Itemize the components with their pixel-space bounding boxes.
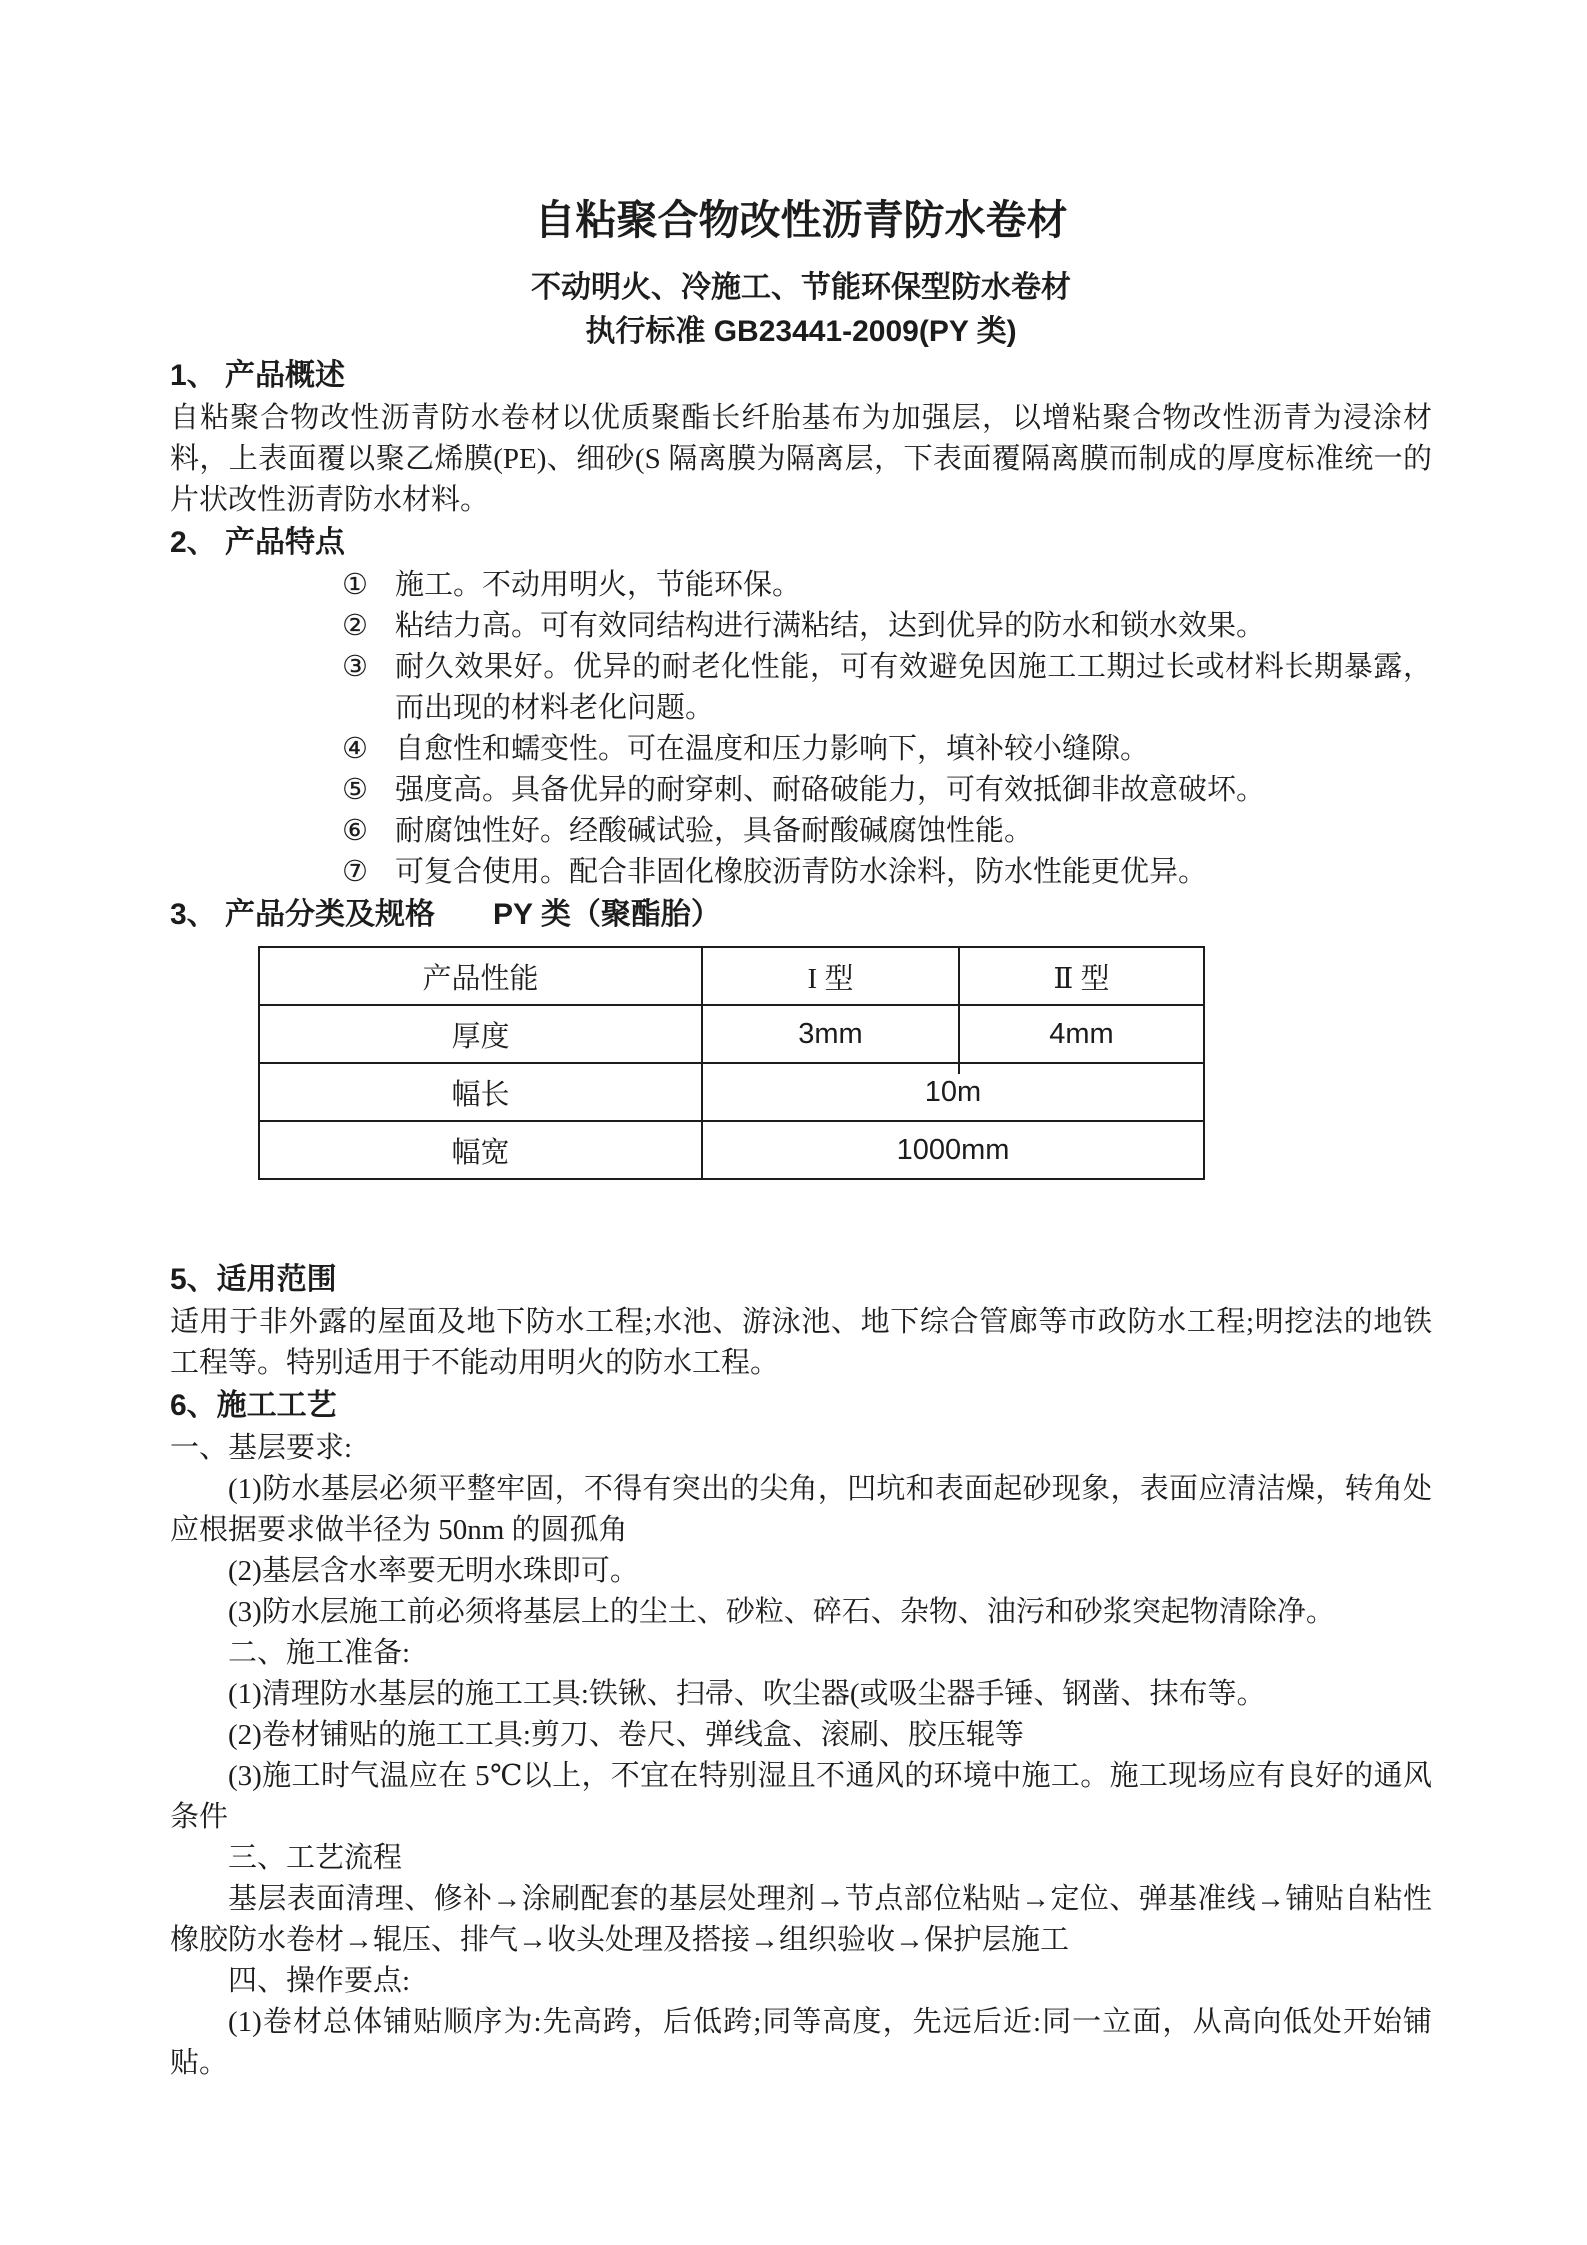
row-label-length: 幅长 — [259, 1063, 702, 1121]
section-6-heading: 6、施工工艺 — [170, 1389, 337, 1422]
row-label-thickness: 厚度 — [259, 1005, 702, 1063]
feature-marker: ① — [342, 569, 368, 601]
row-label-width: 幅宽 — [259, 1121, 702, 1179]
spec-table — [258, 946, 1205, 1180]
process-line: 四、操作要点: — [228, 1965, 411, 1997]
table-header-type2: Ⅱ 型 — [959, 947, 1204, 1005]
doc-title: 自粘聚合物改性沥青防水卷材 — [534, 197, 1068, 243]
process-line: (2)基层含水率要无明水珠即可。 — [228, 1555, 639, 1587]
process-line: 三、工艺流程 — [228, 1842, 403, 1874]
section-5-heading: 5、适用范围 — [170, 1263, 337, 1296]
standard-line: 执行标准 GB23441-2009(PY 类) — [585, 315, 1017, 348]
table-header-row — [259, 947, 1204, 1005]
feature-marker: ⑥ — [342, 815, 368, 847]
section-2-heading: 2、 产品特点 — [170, 526, 346, 559]
process-line: (3)防水层施工前必须将基层上的尘土、砂粒、碎石、杂物、油污和砂浆突起物清除净。 — [228, 1596, 1335, 1628]
feature-list — [170, 565, 1432, 893]
cell-thickness-type2: 4mm — [959, 1005, 1204, 1063]
construction-process — [170, 1428, 1432, 2084]
feature-item — [170, 729, 1432, 770]
section-5-body: 适用于非外露的屋面及地下防水工程;水池、游泳池、地下综合管廊等市政防水工程;明挖法的地铁工程等。特别适用于不能动用明火的防水工程。 — [170, 1306, 1432, 1379]
cell-width-value: 1000mm — [702, 1121, 1204, 1179]
process-line: (1)卷材总体铺贴顺序为:先高跨，后低跨;同等高度，先远后近:同一立面，从高向低处开始铺贴。 — [170, 2006, 1432, 2079]
process-line: 二、施工准备: — [228, 1637, 411, 1669]
process-line: (3)施工时气温应在 5℃以上，不宜在特别湿且不通风的环境中施工。施工现场应有良好的通风条件 — [170, 1760, 1432, 1833]
feature-text: 强度高。具备优异的耐穿刺、耐硌破能力，可有效抵御非故意破坏。 — [395, 774, 1266, 806]
table-divider-stub — [958, 1058, 960, 1074]
table-corner-border-segment — [1186, 946, 1203, 948]
feature-text: 自愈性和蠕变性。可在温度和压力影响下，填补较小缝隙。 — [395, 733, 1150, 765]
feature-text: 施工。不动用明火，节能环保。 — [395, 569, 802, 601]
feature-item — [170, 647, 1432, 729]
cell-length-value: 10m — [702, 1063, 1204, 1121]
feature-item — [170, 565, 1432, 606]
table-row-width — [259, 1121, 1204, 1179]
table-row-thickness — [259, 1005, 1204, 1063]
feature-text: 可复合使用。配合非固化橡胶沥青防水涂料，防水性能更优异。 — [395, 856, 1208, 888]
doc-subtitle: 不动明火、冷施工、节能环保型防水卷材 — [531, 271, 1071, 304]
feature-text: 耐久效果好。优异的耐老化性能，可有效避免因施工工期过长或材料长期暴露，而出现的材料老化问题。 — [395, 651, 1432, 724]
feature-marker: ⑤ — [342, 774, 368, 806]
feature-marker: ② — [342, 610, 368, 642]
process-line: 一、基层要求: — [170, 1432, 353, 1464]
table-row-length — [259, 1063, 1204, 1121]
feature-marker: ⑦ — [342, 856, 368, 888]
section-3-heading — [170, 893, 1432, 937]
process-line: (1)防水基层必须平整牢固，不得有突出的尖角，凹坑和表面起砂现象，表面应清洁燥，转角处应根据要求做半径为 50nm 的圆孤角 — [170, 1473, 1432, 1546]
feature-item — [170, 770, 1432, 811]
section-1-heading: 1、 产品概述 — [170, 359, 346, 392]
feature-item — [170, 852, 1432, 893]
cell-thickness-type1: 3mm — [702, 1005, 959, 1063]
feature-item — [170, 811, 1432, 852]
section-3-heading-note: PY 类（聚酯胎） — [493, 898, 721, 931]
spec-table-wrap — [258, 946, 1203, 1180]
feature-text: 粘结力高。可有效同结构进行满粘结，达到优异的防水和锁水效果。 — [395, 610, 1266, 642]
section-1-body: 自粘聚合物改性沥青防水卷材以优质聚酯长纤胎基布为加强层，以增粘聚合物改性沥青为浸涂材料，上表面覆以聚乙烯膜(PE)、细砂(S 隔离膜为隔离层，下表面覆隔离膜而制成的厚度标准统一的片状改性沥青防水材料。 — [170, 402, 1432, 516]
process-line: (2)卷材铺贴的施工工具:剪刀、卷尺、弹线盒、滚刷、胶压辊等 — [228, 1719, 1024, 1751]
section-3-heading-text: 3、 产品分类及规格 — [170, 898, 436, 931]
feature-item — [170, 606, 1432, 647]
feature-marker: ④ — [342, 733, 368, 765]
feature-marker: ③ — [342, 651, 368, 683]
process-line: (1)清理防水基层的施工工具:铁锹、扫帚、吹尘器(或吸尘器手锤、钢凿、抹布等。 — [228, 1678, 1266, 1710]
table-header-product: 产品性能 — [259, 947, 702, 1005]
table-header-type1: I 型 — [702, 947, 959, 1005]
feature-text: 耐腐蚀性好。经酸碱试验，具备耐酸碱腐蚀性能。 — [395, 815, 1034, 847]
process-line: 基层表面清理、修补→涂刷配套的基层处理剂→节点部位粘贴→定位、弹基准线→铺贴自粘性橡胶防水卷材→辊压、排气→收头处理及搭接→组织验收→保护层施工 — [170, 1883, 1432, 1956]
